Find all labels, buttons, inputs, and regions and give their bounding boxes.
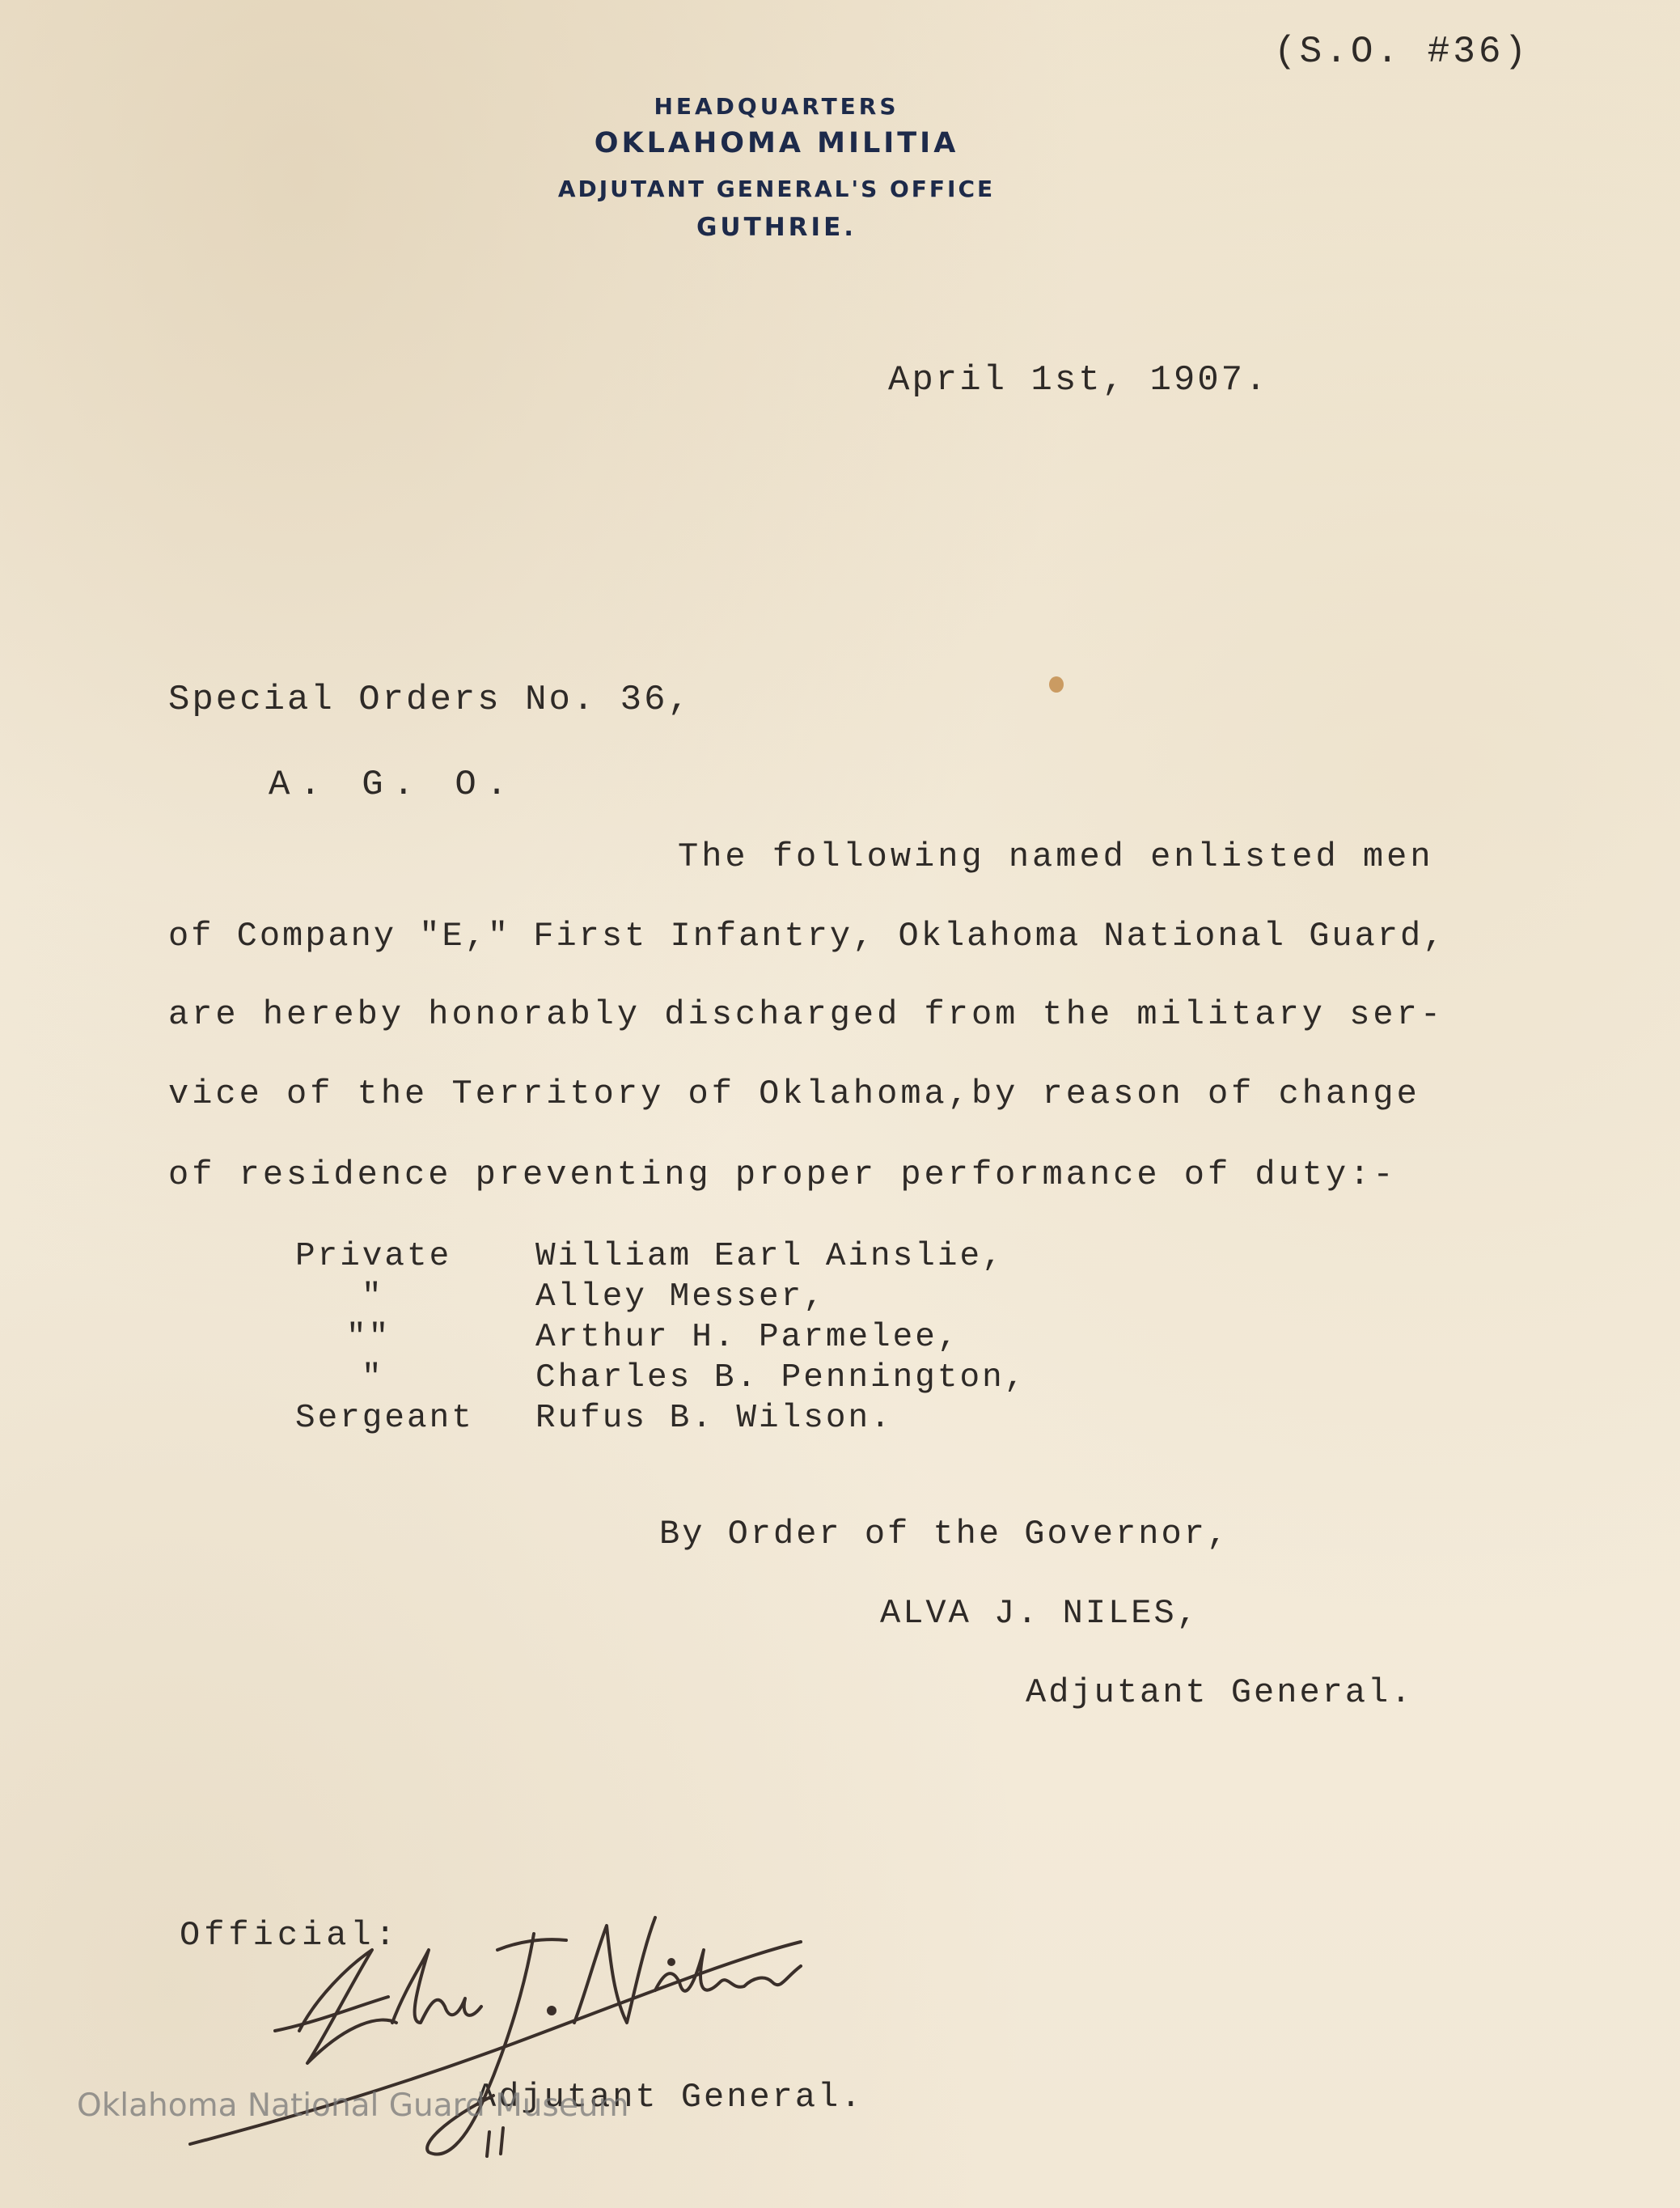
roster-name: Arthur H. Parmelee,: [535, 1319, 960, 1356]
closing-order-line: By Order of the Governor,: [659, 1515, 1230, 1553]
letterhead-city: GUTHRIE.: [696, 213, 857, 242]
roster-rank: ": [362, 1359, 384, 1396]
closing-signer-title: Adjutant General.: [1026, 1673, 1414, 1712]
roster-rank: Private: [295, 1238, 452, 1275]
official-label: Official:: [180, 1916, 400, 1955]
document-date: April 1st, 1907.: [888, 360, 1269, 400]
roster-name: Alley Messer,: [535, 1278, 826, 1316]
body-line: of Company "E," First Infantry, Oklahoma National Guard,: [168, 917, 1446, 956]
museum-watermark: Oklahoma National Guard Museum: [77, 2087, 629, 2124]
official-title: Adjutant General.: [476, 2078, 864, 2117]
letterhead: [518, 93, 1035, 247]
roster-rank: Sergeant: [295, 1400, 474, 1437]
order-title: Special Orders No. 36,: [168, 680, 692, 720]
handwritten-signature: [186, 1901, 833, 2176]
body-line: of residence preventing proper performance of duty:-: [168, 1155, 1397, 1194]
closing-signer-name: ALVA J. NILES,: [880, 1594, 1200, 1633]
letterhead-headquarters: HEADQUARTERS: [654, 93, 899, 120]
office-abbreviation: A. G. O.: [269, 765, 518, 805]
letterhead-organization: OKLAHOMA MILITIA: [594, 127, 959, 159]
body-line: are hereby honorably discharged from the military ser-: [168, 995, 1445, 1034]
body-line: The following named enlisted men: [678, 837, 1434, 876]
roster-rank: ": [362, 1278, 384, 1316]
roster-name: Rufus B. Wilson.: [535, 1400, 893, 1437]
roster-name: William Earl Ainslie,: [535, 1238, 1005, 1275]
file-reference: (S.O. #36): [1274, 31, 1530, 73]
letterhead-office: ADJUTANT GENERAL'S OFFICE: [557, 176, 996, 202]
body-line: vice of the Territory of Oklahoma,by reason of change: [168, 1074, 1420, 1113]
ink-spot: [1049, 676, 1064, 693]
roster-name: Charles B. Pennington,: [535, 1359, 1027, 1396]
roster-rank: "": [346, 1319, 391, 1356]
